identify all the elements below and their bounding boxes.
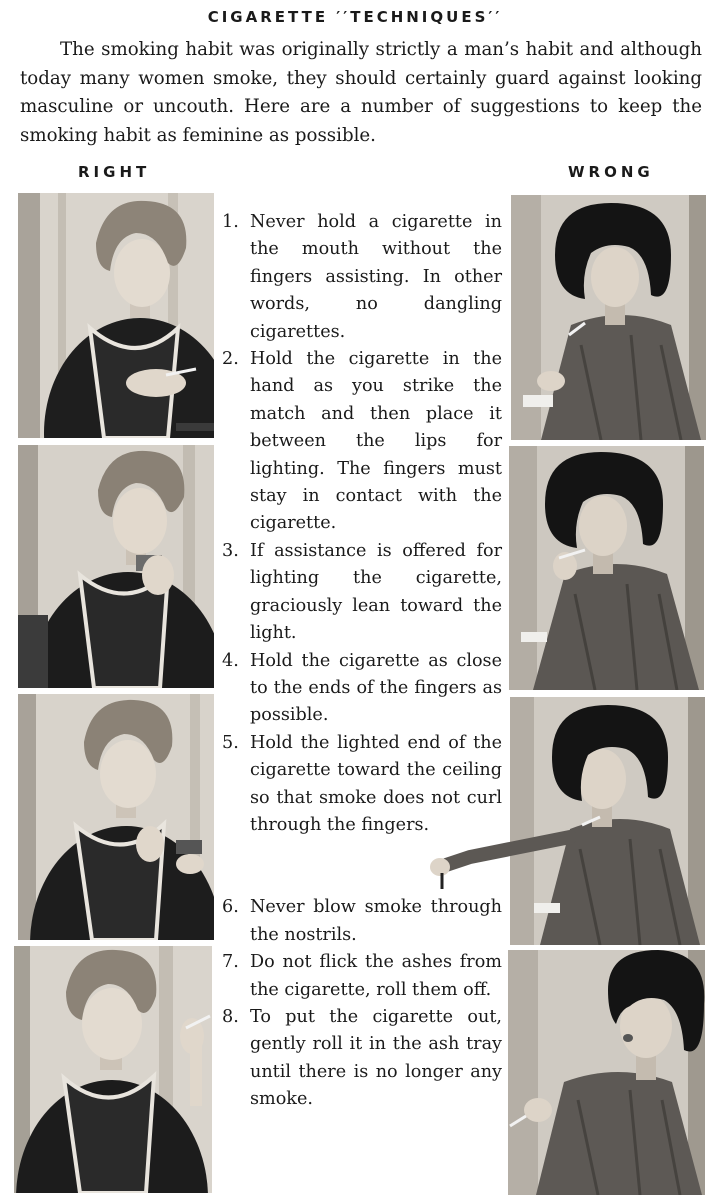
- list-item: [222, 894, 502, 949]
- rule-number: 7.: [222, 952, 239, 973]
- rule-text: Hold the lighted end of the cigarette toward the ceiling so that smoke does not curl through the fingers.: [250, 732, 502, 835]
- list-item: [222, 949, 502, 1004]
- photo-wrong-2: [509, 446, 704, 690]
- rule-number: 1.: [222, 212, 239, 232]
- rule-number: 5.: [222, 732, 239, 753]
- photo-right-1: [18, 193, 214, 438]
- list-item: [222, 1004, 502, 1114]
- rule-number: 4.: [222, 650, 239, 671]
- column-heading-right: RIGHT: [78, 163, 151, 181]
- rules-list: [222, 209, 502, 1114]
- list-item: [222, 648, 502, 730]
- rule-text: If assistance is offered for lighting the cigarette, graciously lean toward the light.: [250, 540, 502, 644]
- list-item: [222, 346, 502, 538]
- rule-text: Never blow smoke through the nostrils.: [250, 897, 502, 945]
- photo-right-2: [18, 445, 214, 688]
- list-item: [222, 209, 502, 346]
- photo-wrong-4: [508, 950, 705, 1195]
- rule-text: Hold the cigarette in the hand as you strike the match and then place it between the lips for lighting. The fingers must stay in contact with the cigarette.: [250, 349, 502, 534]
- rule-text: Do not flick the ashes from the cigarette, roll them off.: [250, 952, 502, 1000]
- list-item: [222, 730, 502, 840]
- rule-text: To put the cigarette out, gently roll it in the ash tray until there is no longer any smoke.: [250, 1006, 502, 1110]
- column-heading-wrong: WRONG: [568, 163, 654, 181]
- page-title: CIGARETTE ′′TECHNIQUES′′: [207, 8, 503, 26]
- rule-number: 3.: [222, 540, 239, 561]
- photo-wrong-1: [511, 195, 706, 440]
- rule-number: 6.: [222, 897, 239, 918]
- photo-right-3: [18, 694, 214, 940]
- list-item: [222, 538, 502, 648]
- rule-text: Never hold a cigarette in the mouth without the fingers assisting. In other words, no dangling cigarettes.: [250, 212, 502, 342]
- rule-number: 8.: [222, 1006, 239, 1027]
- intro-paragraph: The smoking habit was originally strictly a man’s habit and although today many women smoke, they should certainly guard against looking masculine or uncouth. Here are a number of suggestions to keep the smoking habit as feminine as possible.: [20, 39, 702, 146]
- rule-text: Hold the cigarette as close to the ends of the fingers as possible.: [250, 650, 502, 726]
- photo-right-4: [14, 946, 212, 1193]
- rule-number: 2.: [222, 349, 239, 370]
